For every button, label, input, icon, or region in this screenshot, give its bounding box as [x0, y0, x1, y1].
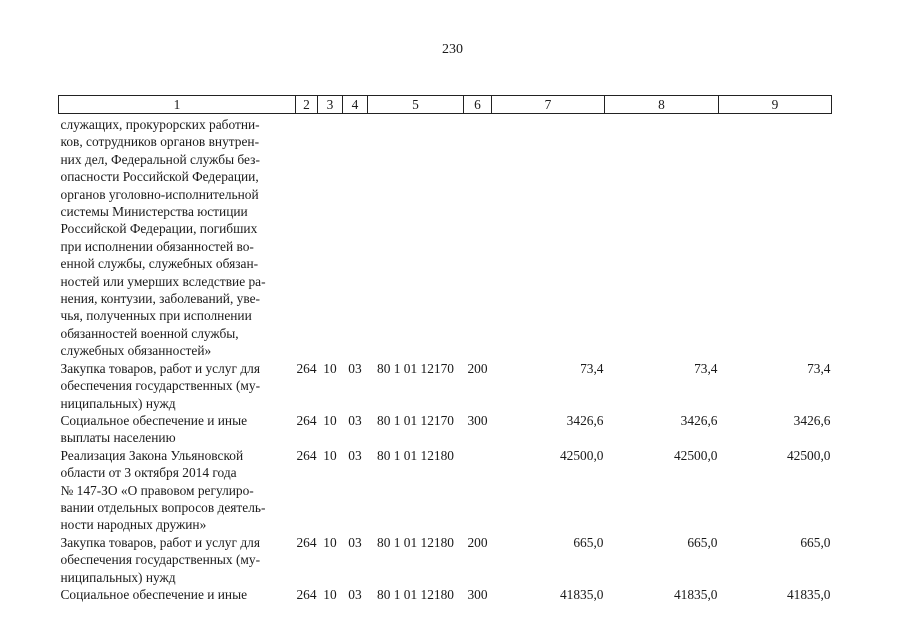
- cell-admin-code: 264: [296, 412, 317, 428]
- item-name-line: Реализация Закона Ульяновской: [60, 447, 244, 463]
- item-name-line: ности народных дружин»: [60, 517, 207, 533]
- cell-target-article: [368, 114, 464, 360]
- cell-expense-type: [464, 447, 492, 534]
- item-name-line: опасности Российской Федерации,: [60, 169, 259, 185]
- item-name-line: Российской Федерации, погибших: [60, 221, 258, 237]
- table-row: [59, 586, 832, 603]
- item-name-line: выплаты населению: [60, 430, 176, 446]
- cell-target-article: 80 1 01 12180: [377, 534, 454, 550]
- header-cell-1: 1: [59, 96, 296, 114]
- item-name-line: Социальное обеспечение и иные: [60, 586, 248, 602]
- cell-item-name: [59, 534, 296, 586]
- header-cell-2: 2: [296, 96, 318, 114]
- item-name-line: ниципальных) нужд: [60, 395, 176, 411]
- cell-amount-col8: 665,0: [687, 534, 718, 550]
- item-name-line: области от 3 октября 2014 года: [60, 465, 237, 481]
- cell-target-article: 80 1 01 12170: [377, 360, 454, 376]
- item-name-line: органов уголовно-исполнительной: [60, 186, 259, 202]
- cell-amount-col9: 3426,6: [793, 412, 831, 428]
- cell-subsection: 03: [348, 534, 362, 550]
- cell-section: [318, 114, 343, 360]
- item-name-line: ниципальных) нужд: [60, 569, 176, 585]
- budget-table: [58, 95, 832, 603]
- cell-amount-col9: 41835,0: [786, 586, 831, 602]
- cell-subsection: 03: [348, 447, 362, 463]
- item-name-line: обеспечения государственных (му-: [60, 378, 261, 394]
- header-cell-6: 6: [464, 96, 492, 114]
- cell-section: 10: [323, 360, 337, 376]
- item-name-line: обеспечения государственных (му-: [60, 552, 261, 568]
- cell-target-article: 80 1 01 12170: [377, 412, 454, 428]
- cell-amount-col9: 665,0: [800, 534, 831, 550]
- header-cell-4: 4: [343, 96, 368, 114]
- cell-admin-code: 264: [296, 447, 317, 463]
- table-body: [59, 114, 832, 604]
- item-name-line: нения, контузии, заболеваний, уве-: [60, 291, 260, 307]
- cell-amount-col8: 73,4: [694, 360, 718, 376]
- cell-item-name: [59, 586, 296, 603]
- cell-subsection: 03: [348, 412, 362, 428]
- cell-item-name: [59, 447, 296, 534]
- cell-target-article: 80 1 01 12180: [377, 586, 454, 602]
- header-cell-3: 3: [318, 96, 343, 114]
- cell-target-article: 80 1 01 12180: [377, 447, 454, 463]
- cell-amount-col7: 3426,6: [566, 412, 604, 428]
- header-cell-5: 5: [368, 96, 464, 114]
- cell-expense-type: 200: [467, 534, 488, 550]
- item-name-line: ков, сотрудников органов внутрен-: [60, 134, 260, 150]
- cell-section: 10: [323, 586, 337, 602]
- table-header: [59, 96, 832, 114]
- item-name-line: при исполнении обязанностей во-: [60, 238, 254, 254]
- cell-item-name: [59, 360, 296, 412]
- item-name-line: них дел, Федеральной службы без-: [60, 151, 260, 167]
- cell-amount-col8: [605, 114, 719, 360]
- table-row: [59, 412, 832, 447]
- header-cell-9: 9: [719, 96, 832, 114]
- cell-subsection: [343, 114, 368, 360]
- item-name-line: системы Министерства юстиции: [60, 204, 248, 220]
- cell-item-name: [59, 412, 296, 447]
- cell-expense-type: [464, 114, 492, 360]
- cell-admin-code: 264: [296, 360, 317, 376]
- table-row: [59, 114, 832, 360]
- table-row: [59, 534, 832, 586]
- cell-amount-col9: [719, 114, 832, 360]
- cell-amount-col7: 42500,0: [559, 447, 604, 463]
- cell-amount-col8: 3426,6: [680, 412, 718, 428]
- header-row: [59, 96, 832, 114]
- cell-expense-type: 300: [467, 586, 488, 602]
- header-cell-7: 7: [492, 96, 605, 114]
- cell-amount-col7: 73,4: [580, 360, 604, 376]
- item-name-line: чья, полученных при исполнении: [60, 308, 252, 324]
- cell-admin-code: 264: [296, 586, 317, 602]
- cell-amount-col7: [492, 114, 605, 360]
- cell-amount-col9: 42500,0: [786, 447, 831, 463]
- item-name-line: ностей или умерших вследствие ра-: [60, 273, 266, 289]
- cell-subsection: 03: [348, 586, 362, 602]
- cell-amount-col8: 42500,0: [673, 447, 718, 463]
- header-cell-8: 8: [605, 96, 719, 114]
- cell-section: 10: [323, 412, 337, 428]
- cell-amount-col7: 41835,0: [559, 586, 604, 602]
- item-name-line: Закупка товаров, работ и услуг для: [60, 360, 260, 376]
- cell-section: 10: [323, 447, 337, 463]
- cell-subsection: 03: [348, 360, 362, 376]
- table-row: [59, 360, 832, 412]
- item-name-line: обязанностей военной службы,: [60, 325, 239, 341]
- cell-expense-type: 200: [467, 360, 488, 376]
- cell-section: 10: [323, 534, 337, 550]
- cell-expense-type: 300: [467, 412, 488, 428]
- cell-amount-col7: 665,0: [573, 534, 604, 550]
- item-name-line: енной службы, служебных обязан-: [60, 256, 259, 272]
- item-name-line: № 147-ЗО «О правовом регулиро-: [60, 482, 254, 498]
- item-name-line: служащих, прокурорских работни-: [60, 117, 260, 132]
- item-name-line: Социальное обеспечение и иные: [60, 412, 248, 428]
- item-name-line: Закупка товаров, работ и услуг для: [60, 534, 260, 550]
- cell-item-name: [59, 114, 296, 360]
- table-row: [59, 447, 832, 534]
- cell-admin-code: 264: [296, 534, 317, 550]
- page-number: 230: [442, 42, 463, 57]
- cell-amount-col8: 41835,0: [673, 586, 718, 602]
- cell-admin-code: [296, 114, 318, 360]
- cell-amount-col9: 73,4: [807, 360, 831, 376]
- item-name-line: служебных обязанностей»: [60, 343, 212, 359]
- item-name-line: вании отдельных вопросов деятель-: [60, 499, 266, 515]
